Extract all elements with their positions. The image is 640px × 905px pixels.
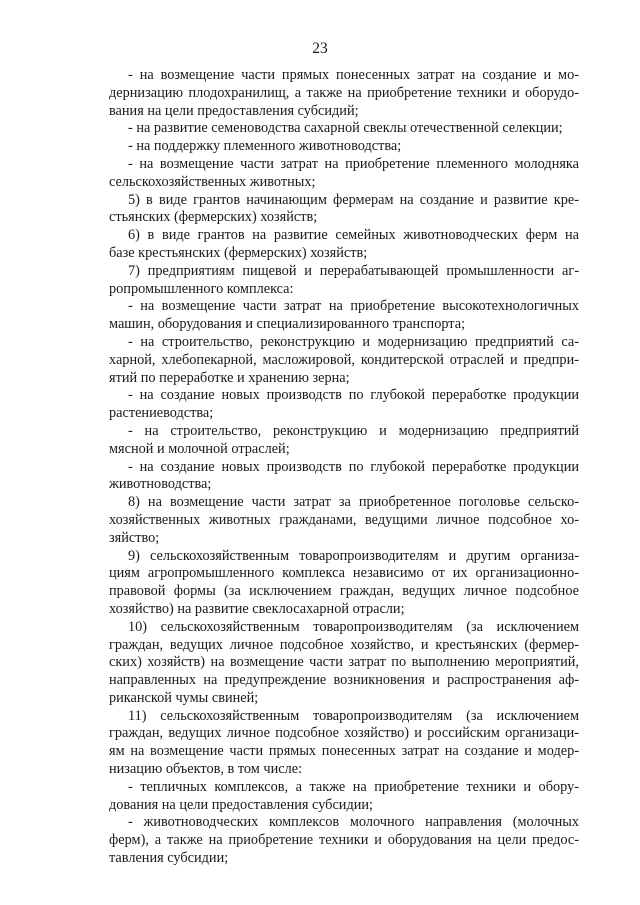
text-line: ропромышленного комплекса:: [109, 280, 294, 297]
body-text: [109, 67, 579, 868]
text-line: циям агропромышленного комплекса независимо от их организационно-: [109, 565, 579, 582]
paragraph: [109, 120, 579, 138]
text-line: 5) в виде грантов начинающим фермерам на создание и развитие кре-: [128, 191, 579, 208]
text-line: низацию объектов, в том числе:: [109, 761, 303, 778]
text-line: правовой формы (за исключением граждан, ведущих личное подсобное: [109, 583, 579, 600]
text-line: хозяйственных животных гражданами, ведущими личное подсобное хо-: [109, 511, 579, 528]
paragraph: [109, 67, 579, 120]
paragraph: [109, 334, 579, 387]
page-number: 23: [312, 40, 328, 57]
text-line: дования на цели предоставления субсидии;: [109, 796, 373, 813]
text-line: - животноводческих комплексов молочного направления (молочных: [128, 814, 579, 831]
paragraph: [109, 156, 579, 192]
text-line: зяйство;: [109, 529, 160, 546]
text-line: 9) сельскохозяйственным товаропроизводителям и другим организа-: [128, 547, 579, 564]
text-line: мясной и молочной отраслей;: [109, 440, 290, 457]
paragraph: [109, 192, 579, 228]
text-line: 11) сельскохозяйственным товаропроизводителям (за исключением: [128, 707, 579, 724]
text-line: граждан, ведущих личное подсобное хозяйство) и российским организаци-: [109, 725, 579, 742]
text-line: 10) сельскохозяйственным товаропроизводителям (за исключением: [128, 618, 579, 635]
text-line: граждан, ведущих личное подсобное хозяйство, и крестьянских (фермер-: [109, 636, 579, 653]
paragraph: [109, 227, 579, 263]
text-line: - на строительство, реконструкцию и модернизацию предприятий са-: [128, 333, 579, 350]
paragraph: [109, 779, 579, 815]
paragraph: [109, 263, 579, 299]
paragraph: [109, 548, 579, 619]
paragraph: [109, 619, 579, 708]
text-line: риканской чумы свиней;: [109, 689, 259, 706]
text-line: ских) хозяйств) на возмещение части затрат по выполнению мероприятий,: [109, 654, 579, 671]
text-line: 6) в виде грантов на развитие семейных животноводческих ферм на: [128, 227, 579, 244]
text-line: ятий по переработке и хранению зерна;: [109, 369, 350, 386]
paragraph: [109, 459, 579, 495]
text-line: - на создание новых производств по глубокой переработке продукции: [128, 387, 579, 404]
text-line: - на возмещение части затрат на приобретение племенного молодняка: [128, 155, 579, 172]
paragraph: [109, 494, 579, 547]
text-line: харной, хлебопекарной, масложировой, кондитерской отраслей и предпри-: [109, 351, 579, 368]
text-line: - на развитие семеноводства сахарной свеклы отечественной селекции;: [128, 120, 563, 137]
text-line: вания на цели предоставления субсидий;: [109, 102, 359, 119]
text-line: растениеводства;: [109, 405, 214, 422]
paragraph: [109, 708, 579, 779]
text-line: - на возмещение части прямых понесенных затрат на создание и мо-: [128, 67, 579, 83]
text-line: ям на возмещение части прямых понесенных затрат на создание и модер-: [109, 743, 579, 760]
text-line: - на создание новых производств по глубокой переработке продукции: [128, 458, 579, 475]
text-line: сельскохозяйственных животных;: [109, 173, 316, 190]
text-line: стьянских (фермерских) хозяйств;: [109, 209, 318, 226]
text-line: тавления субсидии;: [109, 850, 229, 867]
text-line: - тепличных комплексов, а также на приобретение техники и обору-: [128, 778, 579, 795]
text-line: - на поддержку племенного животноводства;: [128, 138, 402, 155]
text-line: ферм), а также на приобретение техники и оборудования на цели предос-: [109, 832, 579, 849]
text-line: - на строительство, реконструкцию и модернизацию предприятий: [128, 422, 579, 439]
text-line: хозяйство) на развитие свеклосахарной отрасли;: [109, 600, 405, 617]
text-line: 7) предприятиям пищевой и перерабатывающей промышленности аг-: [128, 262, 579, 279]
paragraph: [109, 814, 579, 867]
text-line: машин, оборудования и специализированного транспорта;: [109, 316, 466, 333]
text-line: направленных на предупреждение возникновения и распространения аф-: [109, 672, 579, 689]
text-line: 8) на возмещение части затрат за приобретенное поголовье сельско-: [128, 494, 579, 511]
text-line: базе крестьянских (фермерских) хозяйств;: [109, 244, 368, 261]
paragraph: [109, 298, 579, 334]
text-line: - на возмещение части затрат на приобретение высокотехнологичных: [128, 298, 579, 315]
text-line: животноводства;: [109, 476, 212, 493]
paragraph: [109, 423, 579, 459]
paragraph: [109, 387, 579, 423]
text-line: дернизацию плодохранилищ, а также на приобретение техники и оборудо-: [109, 84, 579, 101]
paragraph: [109, 138, 579, 156]
